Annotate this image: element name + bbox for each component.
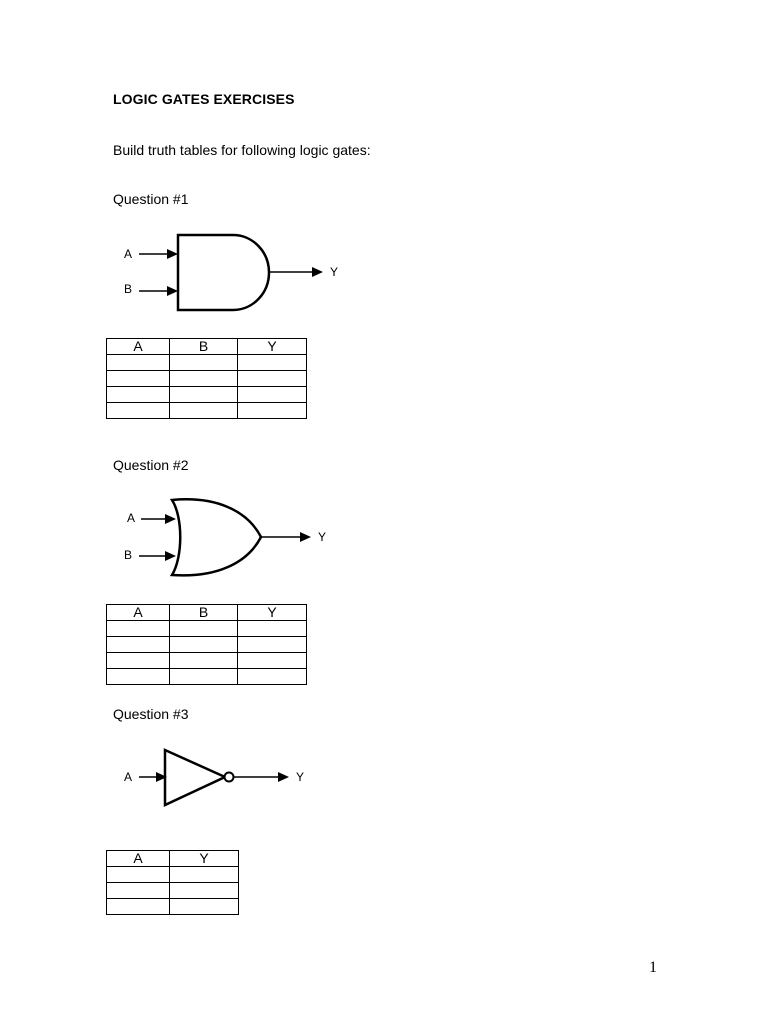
answer-cell[interactable]	[170, 867, 239, 883]
or-gate-diagram	[115, 492, 355, 587]
answer-cell[interactable]	[170, 371, 238, 387]
answer-cell[interactable]	[238, 355, 307, 371]
output-y-label: Y	[296, 770, 305, 784]
output-arrow	[300, 532, 311, 542]
question-3-label: Question #3	[113, 706, 189, 722]
answer-cell[interactable]	[170, 899, 239, 915]
answer-cell[interactable]	[107, 637, 170, 653]
answer-cell[interactable]	[107, 653, 170, 669]
question-2-label: Question #2	[113, 457, 189, 473]
table-row	[107, 867, 239, 883]
and-gate-body	[178, 235, 269, 310]
table-row	[107, 621, 307, 637]
header-cell-a: A	[107, 339, 170, 355]
table-row	[107, 899, 239, 915]
table-row	[107, 653, 307, 669]
output-y-label: Y	[318, 530, 327, 544]
truth-table-2	[106, 604, 307, 685]
table-header-row	[107, 605, 307, 621]
truth-table-1	[106, 338, 307, 419]
answer-cell[interactable]	[238, 387, 307, 403]
answer-cell[interactable]	[107, 899, 170, 915]
inversion-bubble	[225, 773, 234, 782]
input-b-arrow	[167, 286, 178, 296]
answer-cell[interactable]	[107, 387, 170, 403]
answer-cell[interactable]	[107, 403, 170, 419]
not-gate-body	[165, 750, 225, 805]
table-row	[107, 637, 307, 653]
input-a-label: A	[127, 511, 136, 525]
answer-cell[interactable]	[107, 355, 170, 371]
instruction-text: Build truth tables for following logic gates:	[113, 142, 371, 158]
output-y-label: Y	[330, 265, 339, 279]
answer-cell[interactable]	[238, 403, 307, 419]
header-cell-y: Y	[238, 605, 307, 621]
output-arrow	[312, 267, 323, 277]
answer-cell[interactable]	[170, 669, 238, 685]
input-a-label: A	[124, 247, 133, 261]
table-row	[107, 371, 307, 387]
answer-cell[interactable]	[238, 669, 307, 685]
header-cell-y: Y	[170, 851, 239, 867]
header-cell-b: B	[170, 339, 238, 355]
input-a-arrow	[165, 514, 176, 524]
table-row	[107, 403, 307, 419]
table-row	[107, 883, 239, 899]
input-a-label: A	[124, 770, 133, 784]
document-title: LOGIC GATES EXERCISES	[113, 91, 295, 107]
table-header-row	[107, 339, 307, 355]
question-1-label: Question #1	[113, 191, 189, 207]
answer-cell[interactable]	[107, 867, 170, 883]
or-gate-body	[172, 499, 261, 575]
header-cell-y: Y	[238, 339, 307, 355]
header-cell-b: B	[170, 605, 238, 621]
table-row	[107, 355, 307, 371]
answer-cell[interactable]	[238, 653, 307, 669]
answer-cell[interactable]	[170, 653, 238, 669]
answer-cell[interactable]	[107, 669, 170, 685]
answer-cell[interactable]	[170, 883, 239, 899]
input-b-label: B	[124, 282, 133, 296]
answer-cell[interactable]	[107, 371, 170, 387]
table-header-row	[107, 851, 239, 867]
input-a-arrow	[167, 249, 178, 259]
header-cell-a: A	[107, 851, 170, 867]
output-arrow	[278, 772, 289, 782]
answer-cell[interactable]	[107, 883, 170, 899]
header-cell-a: A	[107, 605, 170, 621]
answer-cell[interactable]	[107, 621, 170, 637]
answer-cell[interactable]	[238, 371, 307, 387]
answer-cell[interactable]	[170, 355, 238, 371]
table-row	[107, 669, 307, 685]
and-gate-diagram	[115, 225, 355, 320]
page-number: 1	[649, 959, 657, 976]
answer-cell[interactable]	[170, 387, 238, 403]
not-gate-diagram	[115, 745, 335, 811]
table-row	[107, 387, 307, 403]
truth-table-3	[106, 850, 239, 915]
answer-cell[interactable]	[170, 403, 238, 419]
answer-cell[interactable]	[170, 621, 238, 637]
answer-cell[interactable]	[238, 637, 307, 653]
input-b-arrow	[165, 551, 176, 561]
input-b-label: B	[124, 548, 133, 562]
answer-cell[interactable]	[170, 637, 238, 653]
answer-cell[interactable]	[238, 621, 307, 637]
